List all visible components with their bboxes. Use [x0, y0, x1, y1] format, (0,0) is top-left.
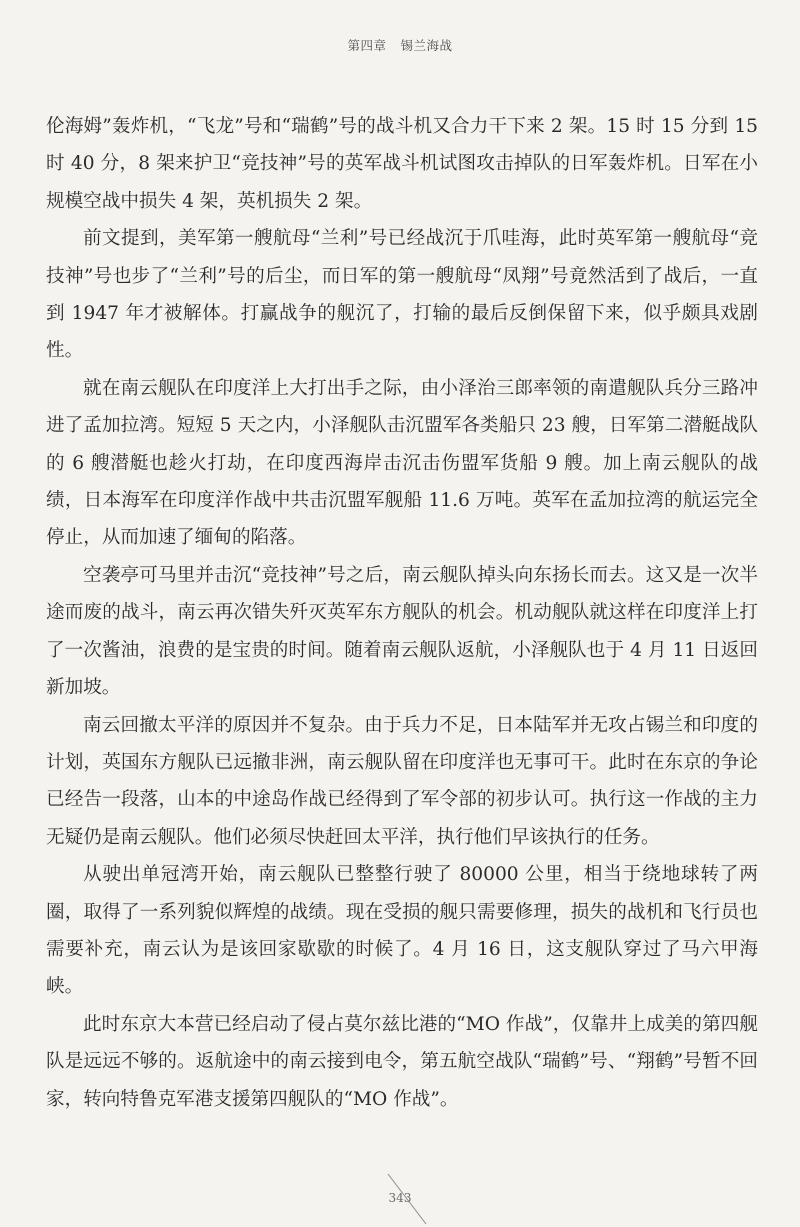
paragraph-1: 伦海姆”轰炸机，“飞龙”号和“瑞鹤”号的战斗机又合力干下来 2 架。15 时 15 分到 15 时 40 分，8 架来护卫“竞技神”号的英军战斗机试图攻击掉队的日军轰炸机。日军在小规模空战中损失 4 架，英机损失 2 架。	[46, 116, 758, 212]
paragraph-3: 就在南云舰队在印度洋上大打出手之际，由小泽治三郎率领的南遣舰队兵分三路冲进了孟加拉湾。短短 5 天之内，小泽舰队击沉盟军各类船只 23 艘，日军第二潜艇战队的 6 艘潜艇也趁火打劫，在印度西海岸击沉击伤盟军货船 9 艘。加上南云舰队的战绩，日本海军在印度洋作战中共击沉盟军舰船 11.6 万吨。英军在孟加拉湾的航运完全停止，从而加速了缅甸的陷落。	[46, 377, 758, 549]
chapter-label: 第四章	[347, 38, 387, 53]
page-number: 343	[388, 1191, 412, 1205]
paragraph-2: 前文提到，美军第一艘航母“兰利”号已经战沉于爪哇海，此时英军第一艘航母“竞技神”号也步了“兰利”号的后尘，而日军的第一艘航母“凤翔”号竟然活到了战后，一直到 1947 年才被解体。打赢战争的舰沉了，打输的最后反倒保留下来，似乎颇具戏剧性。	[46, 228, 758, 362]
body-text	[46, 108, 758, 1118]
paragraph-4: 空袭亭可马里并击沉“竞技神”号之后，南云舰队掉头向东扬长而去。这又是一次半途而废的战斗，南云再次错失歼灭英军东方舰队的机会。机动舰队就这样在印度洋上打了一次酱油，浪费的是宝贵的时间。随着南云舰队返航，小泽舰队也于 4 月 11 日返回新加坡。	[46, 564, 758, 699]
paragraph-5: 南云回撤太平洋的原因并不复杂。由于兵力不足，日本陆军并无攻占锡兰和印度的计划，英国东方舰队已远撤非洲，南云舰队留在印度洋也无事可干。此时在东京的争论已经告一段落，山本的中途岛作战已经得到了军令部的初步认可。执行这一作战的主力无疑仍是南云舰队。他们必须尽快赶回太平洋，执行他们早该执行的任务。	[46, 714, 758, 848]
running-header	[0, 36, 800, 54]
paragraph-7: 此时东京大本营已经启动了侵占莫尔兹比港的“MO 作战”，仅靠井上成美的第四舰队是远远不够的。返航途中的南云接到电令，第五航空战队“瑞鹤”号、“翔鹤”号暂不回家，转向特鲁克军港支援第四舰队的“MO 作战”。	[46, 1013, 758, 1110]
chapter-title: 锡兰海战	[400, 38, 453, 53]
paragraph-6: 从驶出单冠湾开始，南云舰队已整整行驶了 80000 公里，相当于绕地球转了两圈，取得了一系列貌似辉煌的战绩。现在受损的舰只需要修理，损失的战机和飞行员也需要补充，南云认为是该回家歇歇的时候了。4 月 16 日，这支舰队穿过了马六甲海峡。	[46, 864, 758, 998]
